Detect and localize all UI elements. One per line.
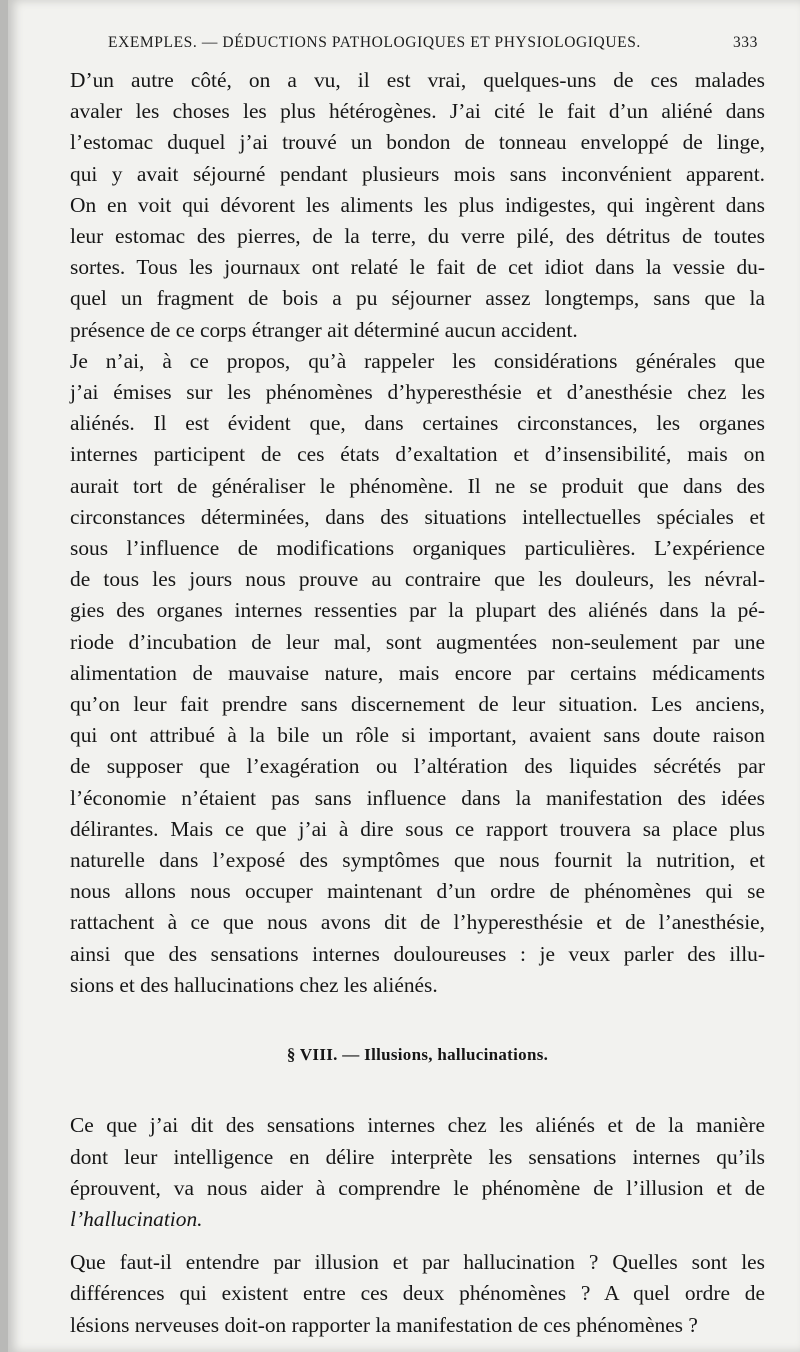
text-line: de supposer que l’exagération ou l’altération des liquides sécrétés par <box>70 754 765 779</box>
text-line: qui y avait séjourné pendant plusieurs mois sans inconvénient apparent. <box>70 161 765 186</box>
text-line: rattachent à ce que nous avons dit de l’hyperesthésie et de l’anesthésie, <box>70 910 765 935</box>
text-line: On en voit qui dévorent les aliments les plus indigestes, qui ingèrent dans <box>70 192 765 217</box>
text-line: riode d’incubation de leur mal, sont augmentées non-seulement par une <box>70 629 765 654</box>
paragraph-3 <box>70 1110 765 1235</box>
paragraph-gap <box>70 1235 765 1247</box>
text-line: qui ont attribué à la bile un rôle si important, avaient sans doute raison <box>70 723 765 748</box>
text-line: l’économie n’étaient pas sans influence dans la manifestation des idées <box>70 785 765 810</box>
text-line: D’un autre côté, on a vu, il est vrai, quelques-uns de ces malades <box>70 68 765 92</box>
running-head <box>108 34 758 52</box>
text-line: j’ai émises sur les phénomènes d’hyperesthésie et d’anesthésie chez les <box>70 380 765 405</box>
text-line: alimentation de mauvaise nature, mais encore par certains médicaments <box>70 660 765 685</box>
text-line: sions et des hallucinations chez les aliénés. <box>70 972 438 997</box>
text-line: l’estomac duquel j’ai trouvé un bondon de tonneau enveloppé de linge, <box>70 130 765 155</box>
page-number: 333 <box>732 34 758 51</box>
paragraph-1 <box>70 65 765 346</box>
text-line: éprouvent, va nous aider à comprendre le phénomène de l’illusion et de <box>70 1175 765 1200</box>
text-line: Je n’ai, à ce propos, qu’à rappeler les considérations générales que <box>70 348 765 373</box>
text-line: l’hallucination. <box>70 1206 203 1231</box>
text-line: présence de ce corps étranger ait déterminé aucun accident. <box>70 317 578 342</box>
paragraph-2 <box>70 346 765 1001</box>
running-head-title: EXEMPLES. — DÉDUCTIONS PATHOLOGIQUES ET PHYSIOLOGIQUES. <box>108 34 641 51</box>
text-line: de tous les jours nous prouve au contraire que les douleurs, les névral- <box>70 567 765 592</box>
book-page <box>8 0 800 1352</box>
text-line: nous allons nous occuper maintenant d’un ordre de phénomènes qui se <box>70 879 765 904</box>
text-line: avaler les choses les plus hétérogènes. J’ai cité le fait d’un aliéné dans <box>70 99 765 124</box>
text-line: sous l’influence de modifications organiques particulières. L’expérience <box>70 536 765 561</box>
text-line: aurait tort de généraliser le phénomène. Il ne se produit que dans des <box>70 473 765 498</box>
text-line: délirantes. Mais ce que j’ai à dire sous ce rapport trouvera sa place plus <box>70 816 765 841</box>
text-line: Ce que j’ai dit des sensations internes chez les aliénés et de la manière <box>70 1113 765 1138</box>
text-line: internes participent de ces états d’exaltation et d’insensibilité, mais on <box>70 442 765 467</box>
text-line-italic: leur estomac des pierres, de la terre, du verre pilé, des détritus de toutes <box>70 224 765 249</box>
text-line: aliénés. Il est évident que, dans certaines circonstances, les organes <box>70 411 765 436</box>
text-line: qu’on leur fait prendre sans discernement de leur situation. Les anciens, <box>70 692 765 717</box>
section-heading <box>70 1039 765 1070</box>
section-title: Illusions, hallucinations. <box>364 1045 549 1065</box>
paragraph-4 <box>70 1247 765 1341</box>
text-line: naturelle dans l’exposé des symptômes que nous fournit la nutrition, et <box>70 848 765 873</box>
text-line: quel un fragment de bois a pu séjourner assez longtemps, sans que la <box>70 286 765 311</box>
text-line: dont leur intelligence en délire interprète les sensations internes qu’ils <box>70 1144 765 1169</box>
text-line: lésions nerveuses doit-on rapporter la manifestation de ces phénomènes ? <box>70 1312 698 1337</box>
section-number: § VIII. — <box>286 1045 360 1065</box>
text-line: différences qui existent entre ces deux phénomènes ? A quel ordre de <box>70 1281 765 1306</box>
text-line: ainsi que des sensations internes douloureuses : je veux parler des illu- <box>70 941 765 966</box>
text-line: Que faut-il entendre par illusion et par hallucination ? Quelles sont les <box>70 1250 765 1275</box>
body-text <box>70 65 765 1341</box>
text-line: sortes. Tous les journaux ont relaté le fait de cet idiot dans la vessie du- <box>70 255 765 280</box>
text-line: circonstances déterminées, dans des situations intellectuelles spéciales et <box>70 504 765 529</box>
text-line: gies des organes internes ressenties par la plupart des aliénés dans la pé- <box>70 598 765 623</box>
